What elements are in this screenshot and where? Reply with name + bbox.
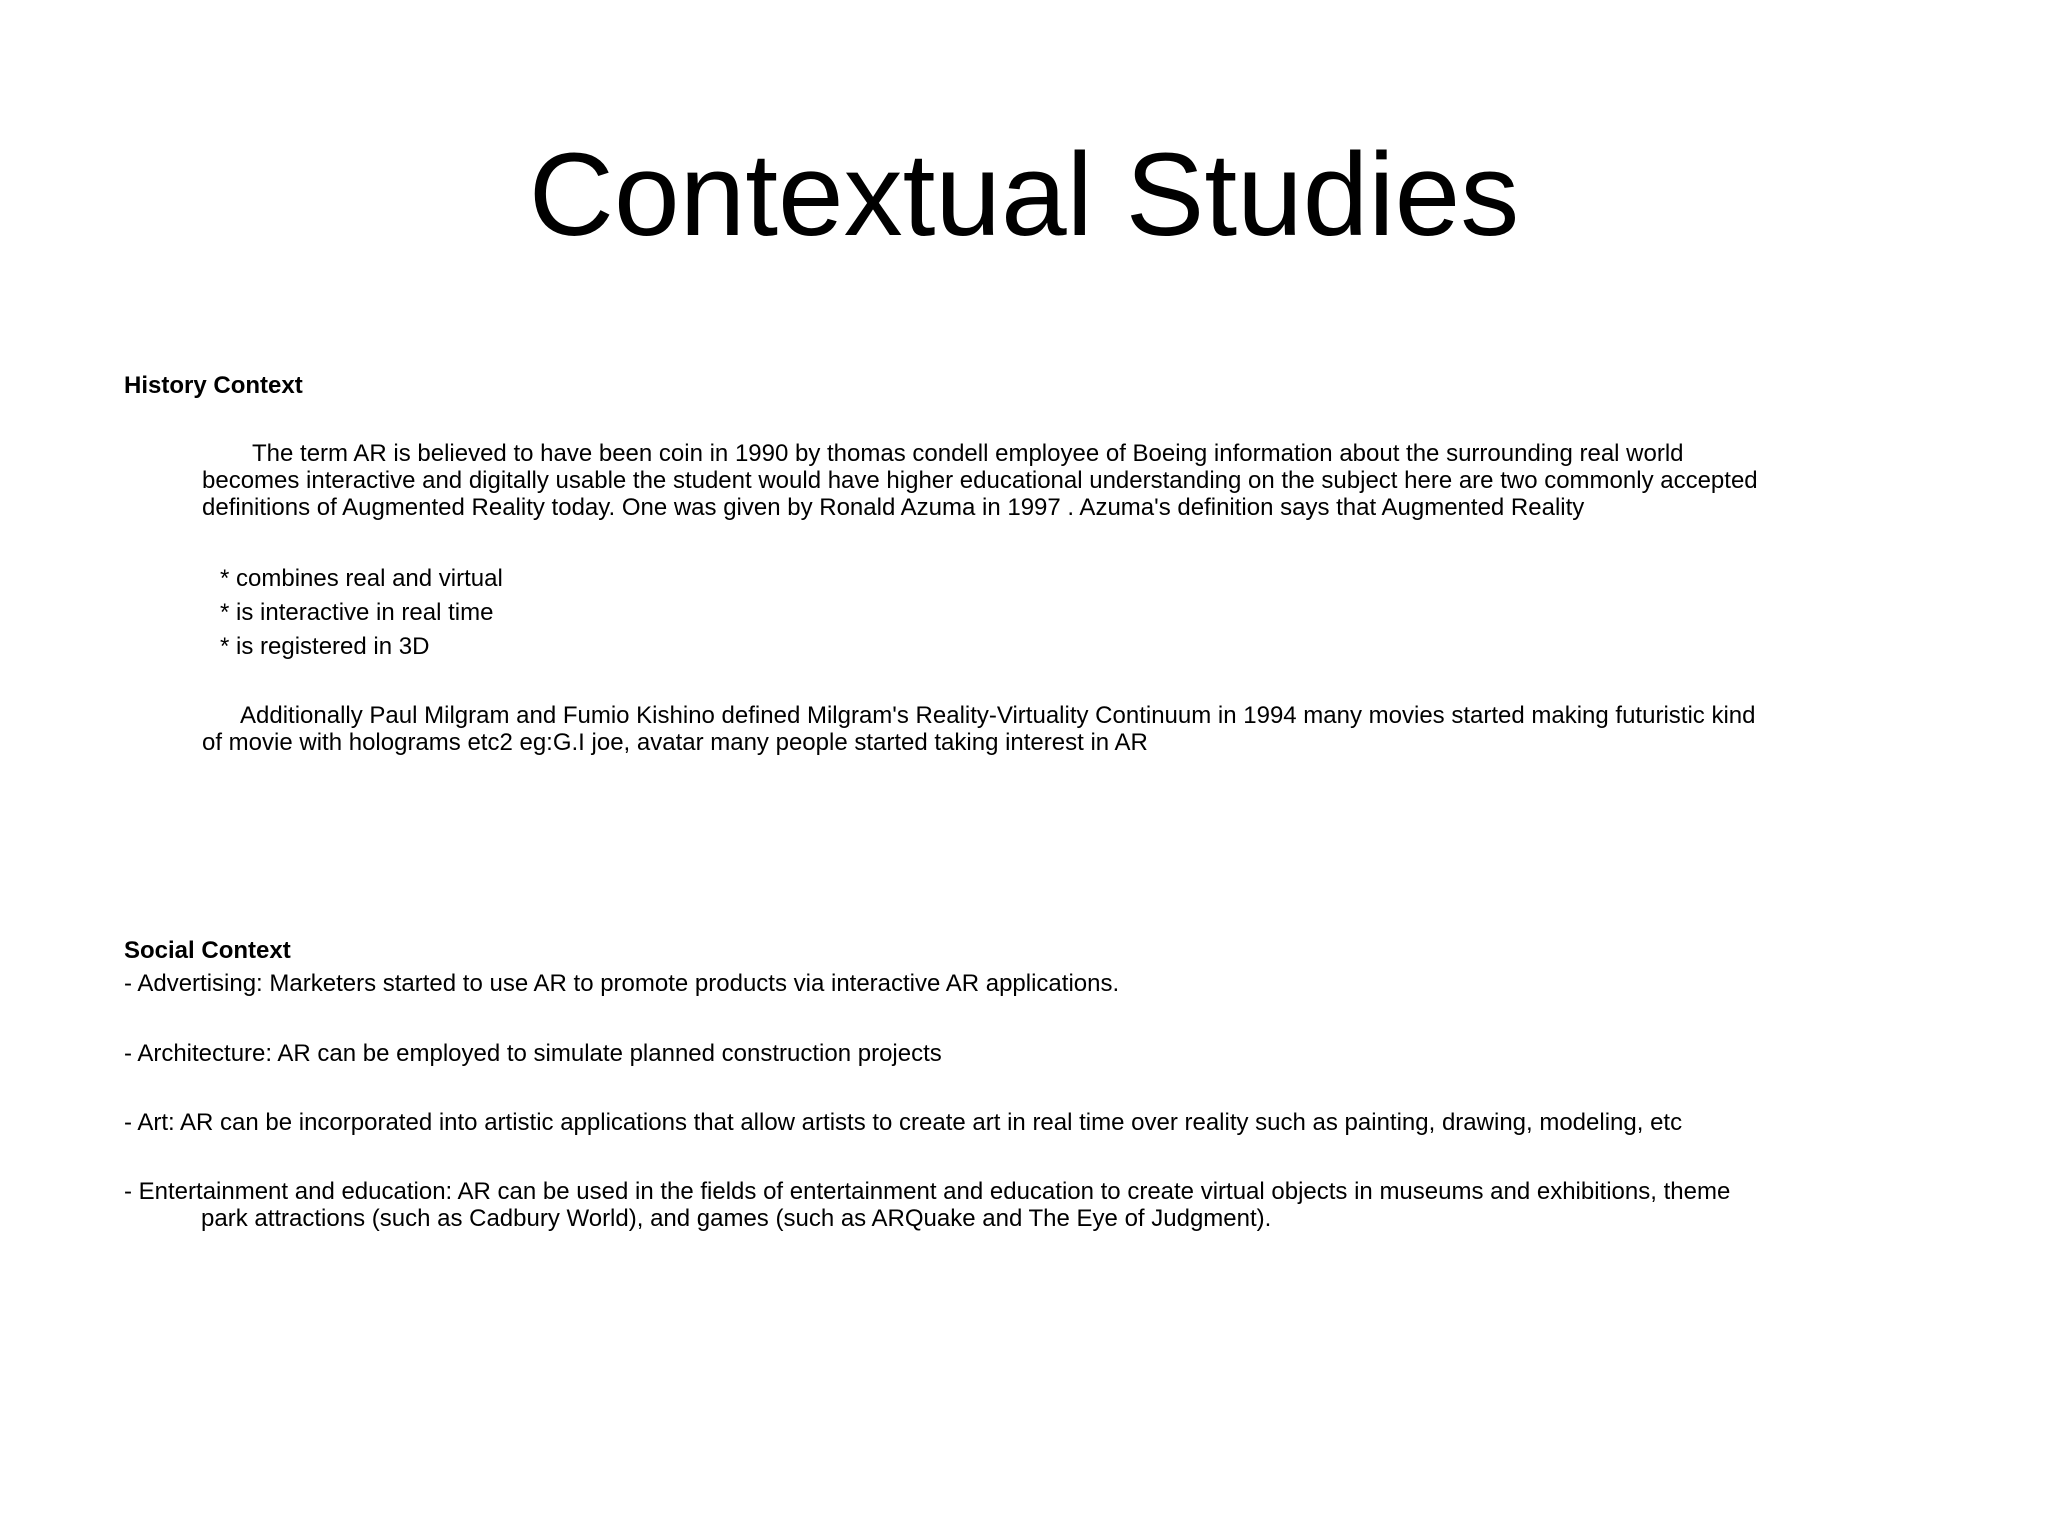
history-paragraph-1-line: becomes interactive and digitally usable the student would have higher educational understanding on the subject here are two commonly accepted xyxy=(202,467,1758,494)
social-item-text: - Art: AR can be incorporated into artistic applications that allow artists to create art in real time over reality such as painting, drawing, modeling, etc xyxy=(124,1109,1683,1136)
social-context-heading: Social Context xyxy=(124,937,291,964)
history-paragraph-2-line: of movie with holograms etc2 eg:G.I joe, avatar many people started taking interest in AR xyxy=(202,729,1148,756)
social-item-art xyxy=(124,1109,1682,1136)
social-item-text: - Architecture: AR can be employed to simulate planned construction projects xyxy=(124,1040,942,1067)
social-item-text: - Advertising: Marketers started to use AR to promote products via interactive AR applications. xyxy=(124,970,1120,997)
list-item: * combines real and virtual xyxy=(220,565,503,592)
social-item-advertising xyxy=(124,970,1119,997)
slide-title: Contextual Studies xyxy=(528,129,1520,261)
history-paragraph-1 xyxy=(202,440,1758,521)
history-paragraph-2 xyxy=(202,702,1755,756)
history-paragraph-1-line: The term AR is believed to have been coin in 1990 by thomas condell employee of Boeing information about the surrounding real world xyxy=(252,440,1684,467)
social-item-entertainment-education xyxy=(124,1178,1730,1232)
list-item: * is registered in 3D xyxy=(220,633,430,660)
history-context-heading: History Context xyxy=(124,372,303,399)
azuma-definition-list xyxy=(220,562,503,664)
history-paragraph-2-line: Additionally Paul Milgram and Fumio Kishino defined Milgram's Reality-Virtuality Continuum in 1994 many movies started making futuristic kind xyxy=(240,702,1756,729)
history-paragraph-1-line: definitions of Augmented Reality today. One was given by Ronald Azuma in 1997 . Azuma's definition says that Augmented Reality xyxy=(202,494,1585,521)
social-item-text: park attractions (such as Cadbury World), and games (such as ARQuake and The Eye of Judgment). xyxy=(201,1205,1272,1232)
list-item: * is interactive in real time xyxy=(220,599,494,626)
social-item-architecture xyxy=(124,1040,942,1067)
social-item-text: - Entertainment and education: AR can be used in the fields of entertainment and education to create virtual objects in museums and exhibitions, theme xyxy=(124,1178,1731,1205)
